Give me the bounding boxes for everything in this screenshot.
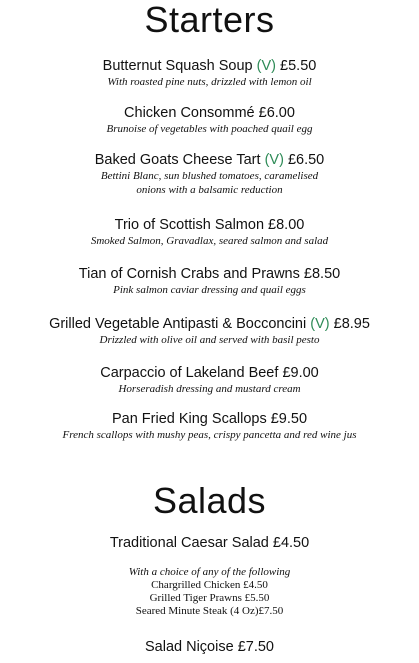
menu-item-butternut-soup	[0, 57, 419, 89]
item-price: £8.95	[333, 316, 370, 332]
menu-item-goats-cheese-tart	[0, 151, 419, 197]
item-price: £4.50	[272, 535, 310, 551]
item-heading	[0, 364, 419, 382]
item-description: French scallops with mushy peas, crispy pancetta and red wine jus	[62, 429, 357, 441]
item-name: Chicken Consommé	[124, 105, 255, 121]
option-item: Chargrilled Chicken £4.50	[151, 579, 268, 591]
vegetarian-badge: (V)	[264, 152, 284, 168]
options-intro: With a choice of any of the following	[128, 566, 291, 578]
item-name: Salad Niçoise	[145, 639, 234, 655]
item-name: Trio of Scottish Salmon	[114, 217, 265, 233]
item-description: Horseradish dressing and mustard cream	[118, 383, 301, 395]
item-name: Pan Fried King Scallops	[111, 411, 267, 427]
menu-item-caesar-salad	[0, 534, 419, 552]
menu-item-scottish-salmon	[0, 216, 419, 248]
item-heading	[0, 265, 419, 283]
item-name: Grilled Vegetable Antipasti & Bocconcini	[49, 316, 307, 332]
menu-item-cornish-crabs	[0, 265, 419, 297]
option-item: Grilled Tiger Prawns £5.50	[149, 592, 270, 604]
menu-item-lakeland-beef	[0, 364, 419, 396]
item-price: £9.50	[270, 411, 308, 427]
option-item: Seared Minute Steak (4 Oz)£7.50	[135, 605, 284, 617]
item-price: £5.50	[280, 58, 317, 74]
item-price: £6.00	[258, 105, 295, 121]
item-heading	[0, 534, 419, 552]
item-name: Tian of Cornish Crabs and Prawns	[78, 266, 300, 282]
starters-title: Starters	[144, 0, 275, 40]
item-heading	[0, 410, 419, 428]
item-description: Smoked Salmon, Gravadlax, seared salmon and salad	[90, 235, 329, 247]
item-name: Butternut Squash Soup	[102, 58, 253, 74]
item-price: £7.50	[237, 639, 274, 655]
item-heading	[0, 315, 419, 333]
item-description: Drizzled with olive oil and served with basil pesto	[99, 334, 320, 346]
item-description: With roasted pine nuts, drizzled with lemon oil	[107, 76, 312, 88]
item-description: Bettini Blanc, sun blushed tomatoes, caramelised	[100, 170, 319, 182]
item-heading	[0, 57, 419, 75]
menu-item-chicken-consomme	[0, 104, 419, 136]
item-description: onions with a balsamic reduction	[136, 184, 283, 196]
salads-title: Salads	[152, 480, 267, 521]
item-heading	[0, 151, 419, 169]
item-name: Traditional Caesar Salad	[109, 535, 269, 551]
item-description: Brunoise of vegetables with poached quail egg	[106, 123, 313, 135]
menu-item-king-scallops	[0, 410, 419, 442]
salad-options	[0, 566, 419, 618]
item-name: Baked Goats Cheese Tart	[94, 152, 261, 168]
item-heading	[0, 638, 419, 656]
menu-item-vegetable-antipasti	[0, 315, 419, 347]
item-name: Carpaccio of Lakeland Beef	[100, 365, 279, 381]
item-description: Pink salmon caviar dressing and quail eggs	[113, 284, 306, 296]
item-heading	[0, 104, 419, 122]
item-price: £9.00	[282, 365, 319, 381]
item-price: £8.00	[268, 217, 305, 233]
menu-item-salad-nicoise	[0, 638, 419, 656]
vegetarian-badge: (V)	[310, 316, 330, 332]
item-price: £8.50	[303, 266, 341, 282]
item-heading	[0, 216, 419, 234]
vegetarian-badge: (V)	[256, 58, 276, 74]
item-price: £6.50	[287, 152, 325, 168]
